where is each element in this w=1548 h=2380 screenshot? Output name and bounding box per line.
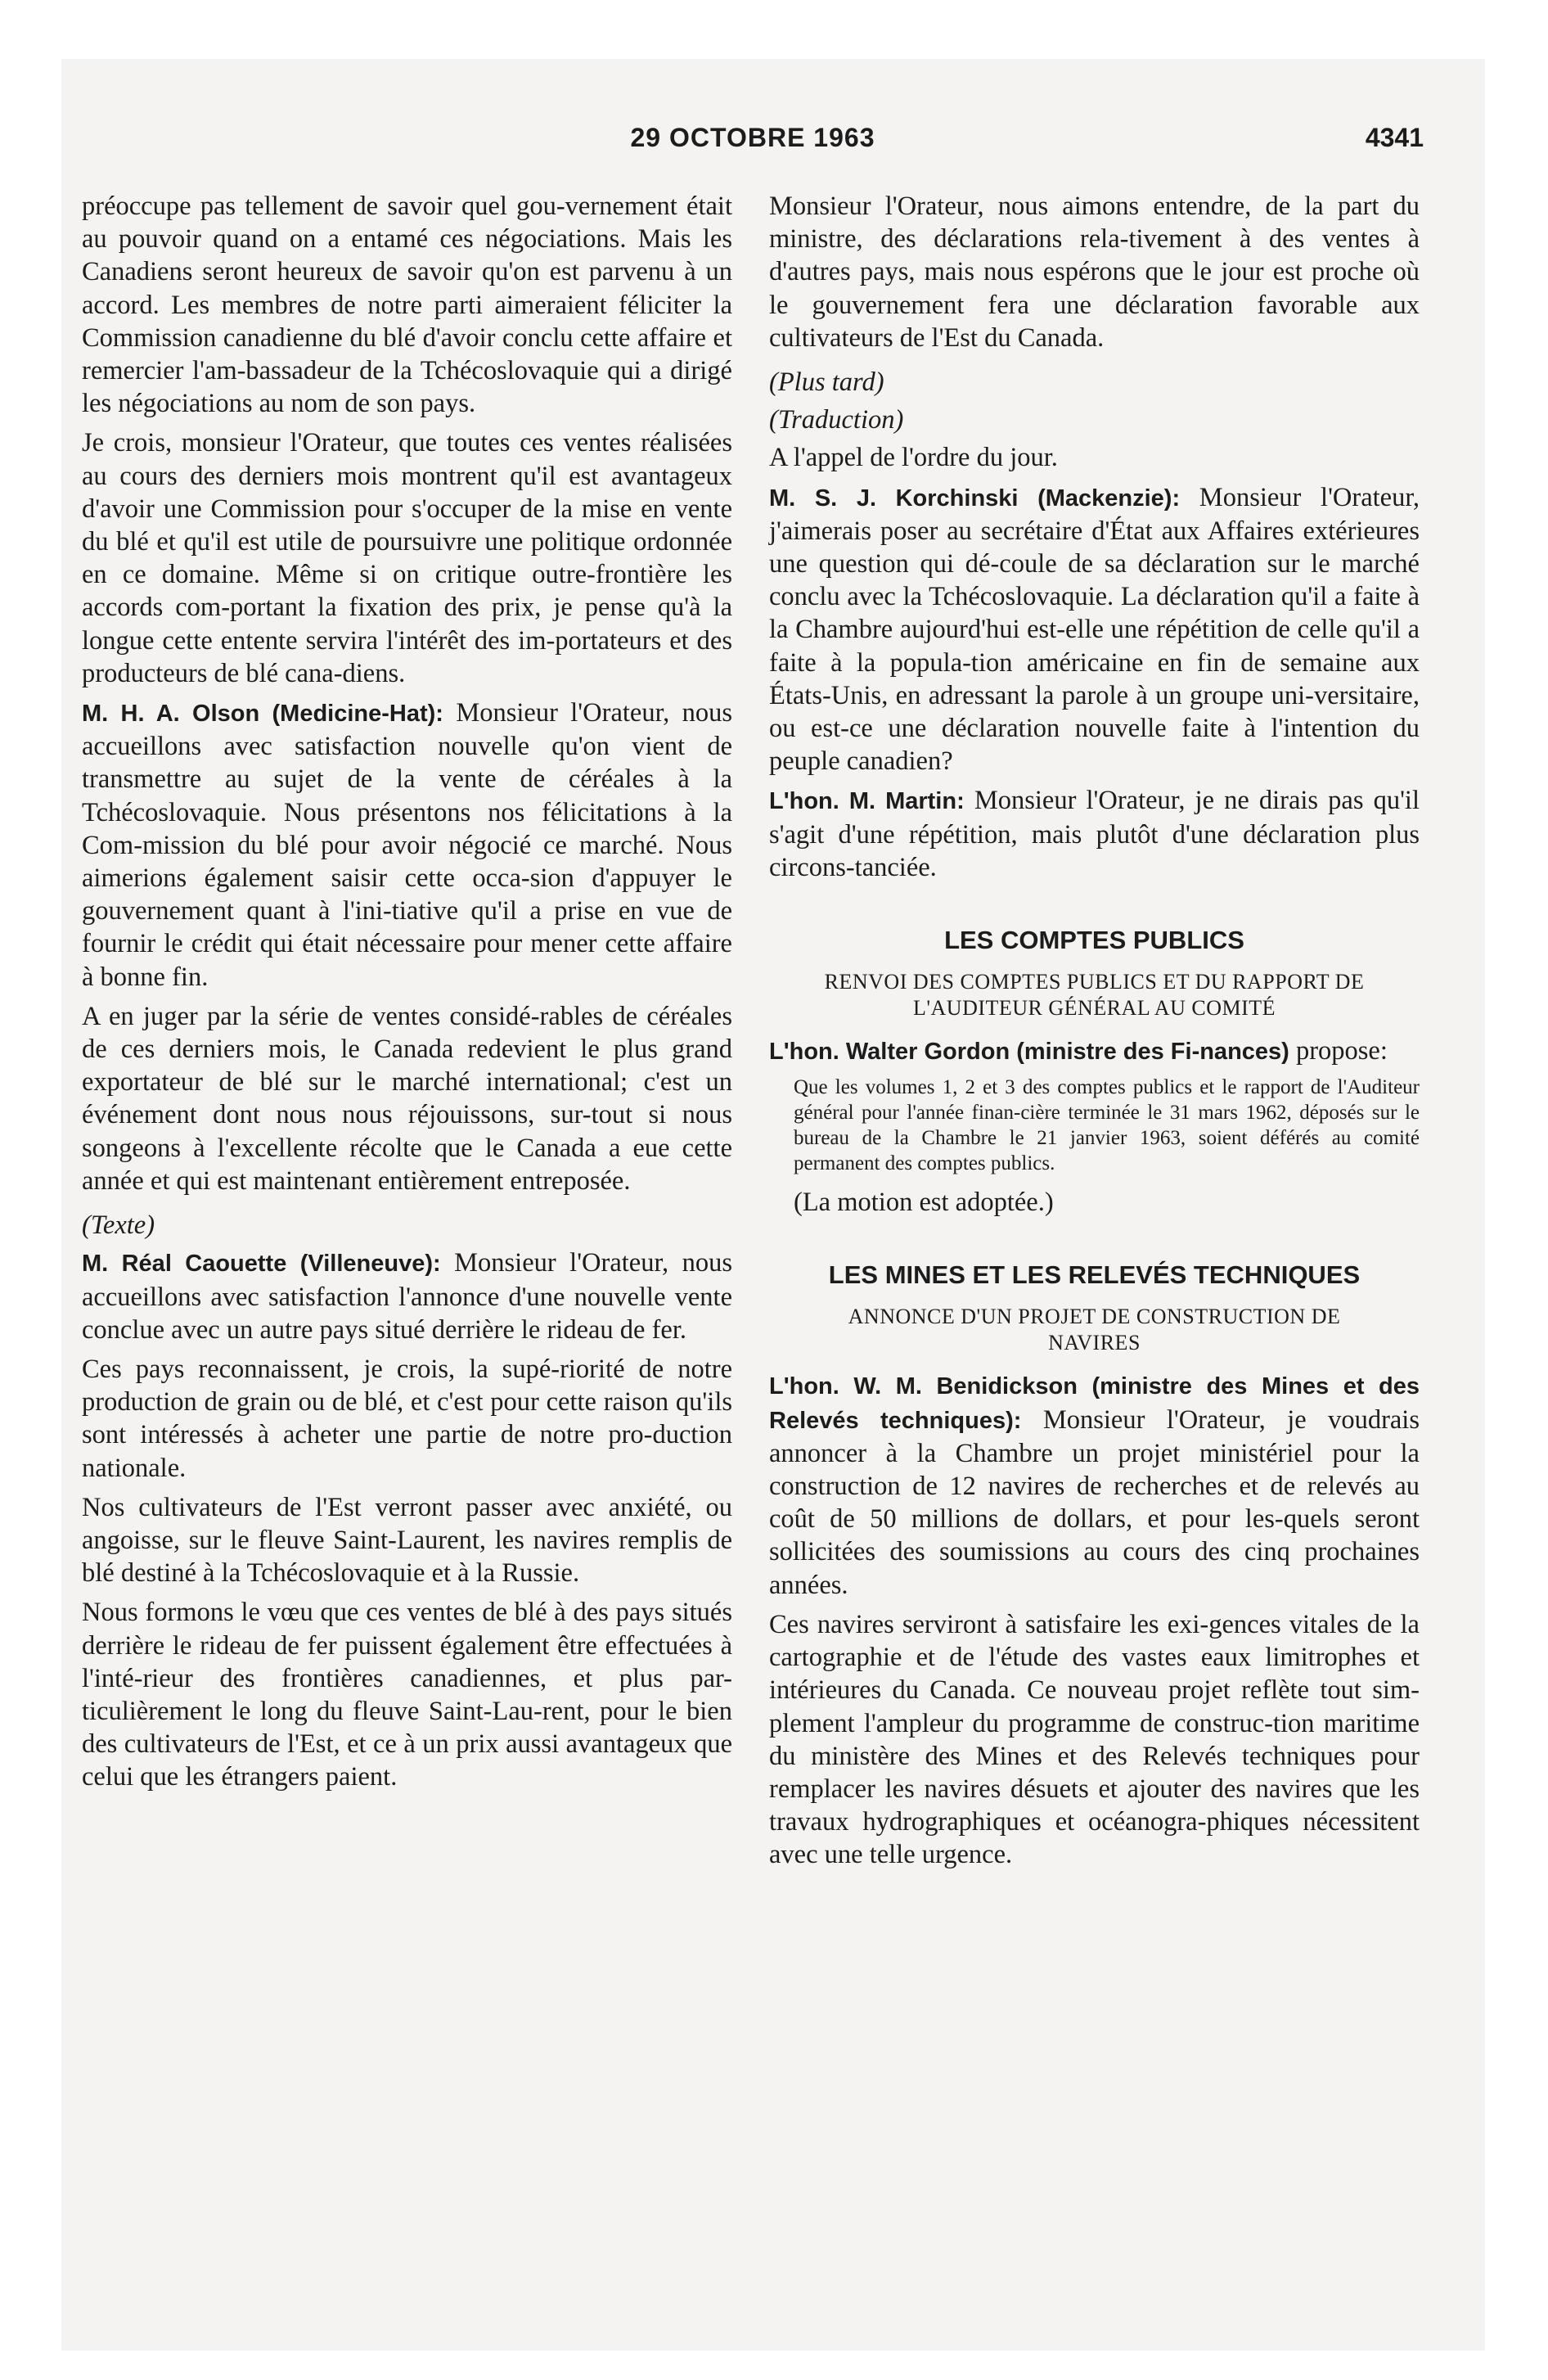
language-marker: (Traduction) [769,405,904,435]
section-title: LES COMPTES PUBLICS [944,926,1244,955]
time-marker: (Plus tard) [769,367,884,398]
paragraph: Nous formons le vœu que ces ventes de blé à des pays situés derrière le rideau de fer puissent également être effectuées à l'inté-rieur des frontières canadiennes, et plus par-ticulièrement le long du fleuve Saint-Lau-rent, pour le bien des cultivateurs de l'Est, et ce à un prix aussi avantageux que celui que les étrangers paient. [82,1598,732,1792]
speech-text: Monsieur l'Orateur, j'aimerais poser au secrétaire d'État aux Affaires extérieures une question qui dé-coule de sa déclaration sur le marché conclu avec la Tchécoslovaquie. La déclaration qu'il a faite à la Chambre aujourd'hui est-elle une répétition de celle qu'il a faite à la popula-tion américaine en fin de semaine aux États-Unis, en adressant la parole à un groupe uni-versitaire, ou est-ce une déclaration nouvelle faite à l'intention du peuple canadien? [769,482,1420,777]
paragraph: Ces navires serviront à satisfaire les exi-gences vitales de la cartographie et de l'étude des vastes eaux limitrophes et intérieures du Canada. Ce nouveau projet reflète tout sim-plement l'ampleur du programme de construc-tion maritime du ministère des Mines et des Relevés techniques pour remplacer les navires désuets et ajouter des navires que les travaux hydrographiques et océanogra-phiques nécessitent avec une telle urgence. [769,1609,1420,1870]
speech-korchinski [769,481,1420,778]
speech-text: Monsieur l'Orateur, nous accueillons avec satisfaction nouvelle qu'on vient de transmettre au sujet de la vente de céréales à la Tchécoslovaquie. Nous présentons nos félicitations à la Com-mission du blé pour avoir négocié ce marché. Nous aimerions également saisir cette occa-sion d'appuyer le gouvernement quant à l'ini-tiative qu'il a prise en vue de fournir le crédit qui était nécessaire pour mener cette affaire à bonne fin. [82,698,732,992]
paragraph: Je crois, monsieur l'Orateur, que toutes ces ventes réalisées au cours des derniers mois montrent qu'il est avantageux d'avoir une Commission pour s'occuper de la mise en vente du blé et qu'il est utile de poursuivre une politique ordonnée en ce domaine. Même si on critique outre-frontière les accords com-portant la fixation des prix, je pense qu'à la longue cette entente servira l'intérêt des im-portateurs et des producteurs de blé cana-diens. [82,428,732,688]
speaker-name: L'hon. W. M. Benidickson (ministre des Mines et des Relevés techniques): [769,1373,1420,1434]
section-subtitle: ANNONCE D'UN PROJET DE CONSTRUCTION DE NAVIRES [848,1305,1341,1355]
left-column [82,190,732,1801]
speech-olson [82,696,732,994]
section-subtitle: RENVOI DES COMPTES PUBLICS ET DU RAPPORT DE L'AUDITEUR GÉNÉRAL AU COMITÉ [824,970,1365,1021]
speaker-name: M. Réal Caouette (Villeneuve): [82,1251,441,1278]
speech-text: Monsieur l'Orateur, nous accueillons avec satisfaction l'annonce d'une nouvelle vente conclue avec un autre pays situé derrière le rideau de fer. [82,1248,732,1345]
page-header [82,123,1424,164]
speaker-name: L'hon. Walter Gordon (ministre des Fi-nances) [769,1039,1289,1066]
speaker-name: M. H. A. Olson (Medicine-Hat): [82,701,443,728]
paragraph: préoccupe pas tellement de savoir quel gou-vernement était au pouvoir quand on a entamé ces négociations. Mais les Canadiens seront heureux de savoir qu'on est parvenu à un accord. Les membres de notre parti aimeraient féliciter la Commission canadienne du blé d'avoir conclu cette affaire et remercier l'am-bassadeur de la Tchécoslovaquie qui a dirigé les négociations au nom de son pays. [82,192,732,419]
speech-text: propose: [1289,1036,1388,1066]
speech-text: Monsieur l'Orateur, je ne dirais pas qu'il s'agit d'une répétition, mais plutôt d'une déclaration plus circons-tanciée. [769,786,1420,882]
motion-result: (La motion est adoptée.) [794,1188,1054,1218]
speech-text: Monsieur l'Orateur, je voudrais annoncer à la Chambre un projet ministériel pour la construction de 12 navires de recherches et de relevés au coût de 50 millions de dollars, et pour les-quels seront sollicitées des soumissions au cours des cinq prochaines années. [769,1404,1420,1600]
speech-martin [769,784,1420,884]
speaker-name: M. S. J. Korchinski (Mackenzie): [769,485,1181,512]
page-number: 4341 [1365,123,1424,152]
section-title: LES MINES ET LES RELEVÉS TECHNIQUES [828,1260,1361,1290]
paragraph: Monsieur l'Orateur, nous aimons entendre, de la part du ministre, des déclarations rela-tivement à des ventes à d'autres pays, mais nous espérons que le jour est proche où le gouvernement fera une déclaration favorable aux cultivateurs de l'Est du Canada. [769,192,1420,353]
paragraph: A l'appel de l'ordre du jour. [769,443,1058,473]
speech-caouette [82,1246,732,1346]
right-column [769,190,1420,1878]
paragraph: A en juger par la série de ventes considé-rables de céréales de ces derniers mois, le Canada redevient le plus grand exportateur de blé sur le marché international; c'est un événement dont nous nous réjouissons, sur-tout si nous songeons à l'excellente récolte que le Canada a eue cette année et qui est maintenant entièrement entreposée. [82,1001,732,1196]
motion-text: Que les volumes 1, 2 et 3 des comptes publics et le rapport de l'Auditeur général pour l'année finan-cière terminée le 31 mars 1962, déposés sur le bureau de la Chambre le 21 janvier 1963, soient déférés au comité permanent des comptes publics. [794,1076,1420,1175]
language-marker: (Texte) [82,1210,155,1241]
speaker-name: L'hon. M. Martin: [769,788,965,815]
speech-benidickson [769,1369,1420,1601]
speech-gordon [769,1034,1420,1068]
page-date: 29 OCTOBRE 1963 [630,123,875,152]
paragraph: Nos cultivateurs de l'Est verront passer avec anxiété, ou angoisse, sur le fleuve Saint-Laurent, les navires remplis de blé destiné à la Tchécoslovaquie et à la Russie. [82,1492,732,1589]
paragraph: Ces pays reconnaissent, je crois, la supé-riorité de notre production de grain ou de blé, et c'est pour cette raison qu'ils sont intéressés à acheter une partie de notre pro-duction nationale. [82,1354,732,1483]
